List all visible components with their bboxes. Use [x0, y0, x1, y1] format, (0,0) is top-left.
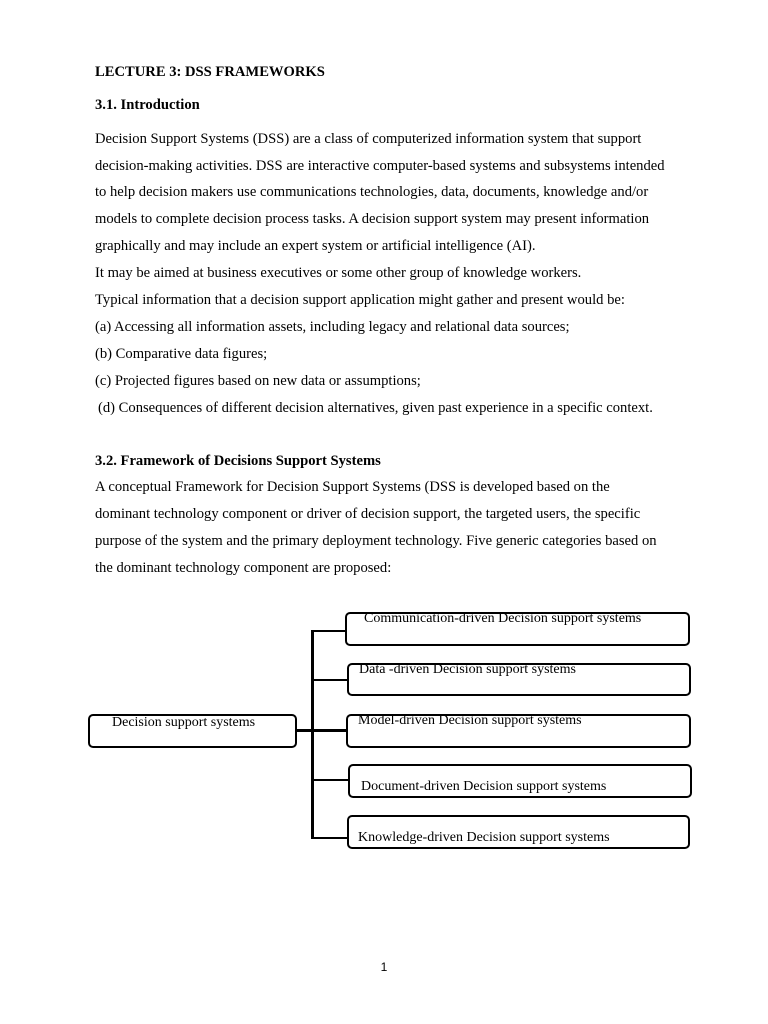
branch-node-data-driven: [347, 663, 691, 696]
connector-branch-5: [311, 837, 348, 839]
intro-paragraph-line: Decision Support Systems (DSS) are a class of computerized information system that support: [95, 131, 642, 147]
list-item-a: (a) Accessing all information assets, including legacy and relational data sources;: [95, 319, 570, 335]
branch-node-label: Model-driven Decision support systems: [358, 713, 582, 728]
branch-node-label: Communication-driven Decision support systems: [364, 611, 642, 626]
framework-paragraph-line: purpose of the system and the primary deployment technology. Five generic categories based on: [95, 533, 657, 549]
page-number: 1: [380, 960, 388, 974]
branch-node-label: Data -driven Decision support systems: [359, 662, 576, 677]
connector-root-horizontal: [296, 729, 346, 732]
root-node-label: Decision support systems: [112, 715, 256, 730]
intro-paragraph-line: graphically and may include an expert system or artificial intelligence (AI).: [95, 238, 536, 254]
section-heading-framework: 3.2. Framework of Decisions Support Systems: [95, 453, 381, 469]
list-item-b: (b) Comparative data figures;: [95, 346, 268, 362]
intro-paragraph-line: It may be aimed at business executives or some other group of knowledge workers.: [95, 265, 582, 281]
branch-node-document-driven: [348, 764, 692, 798]
framework-paragraph-line: dominant technology component or driver of decision support, the targeted users, the specific: [95, 506, 641, 522]
branch-node-model-driven: [346, 714, 691, 748]
intro-paragraph-line: decision-making activities. DSS are interactive computer-based systems and subsystems intended: [95, 158, 665, 174]
lecture-title: LECTURE 3: DSS FRAMEWORKS: [95, 64, 325, 80]
connector-vertical-trunk: [311, 630, 314, 839]
section-heading-introduction: 3.1. Introduction: [95, 97, 200, 113]
connector-branch-2: [311, 679, 348, 681]
connector-branch-4: [311, 779, 349, 781]
branch-node-label: Knowledge-driven Decision support systems: [358, 830, 610, 845]
branch-node-knowledge-driven: [347, 815, 690, 849]
branch-node-label: Document-driven Decision support systems: [361, 779, 607, 794]
intro-paragraph-line: models to complete decision process tasks. A decision support system may present information: [95, 211, 650, 227]
root-node-box: [88, 714, 297, 748]
intro-paragraph-line: Typical information that a decision support application might gather and present would be:: [95, 292, 625, 308]
connector-branch-1: [311, 630, 346, 632]
list-item-c: (c) Projected figures based on new data or assumptions;: [95, 373, 421, 389]
framework-paragraph-line: the dominant technology component are proposed:: [95, 560, 392, 576]
branch-node-communication-driven: [345, 612, 690, 646]
list-item-d: (d) Consequences of different decision alternatives, given past experience in a specific context.: [98, 400, 653, 416]
intro-paragraph-line: to help decision makers use communications technologies, data, documents, knowledge and/or: [95, 184, 649, 200]
framework-paragraph-line: A conceptual Framework for Decision Support Systems (DSS is developed based on the: [95, 479, 610, 495]
